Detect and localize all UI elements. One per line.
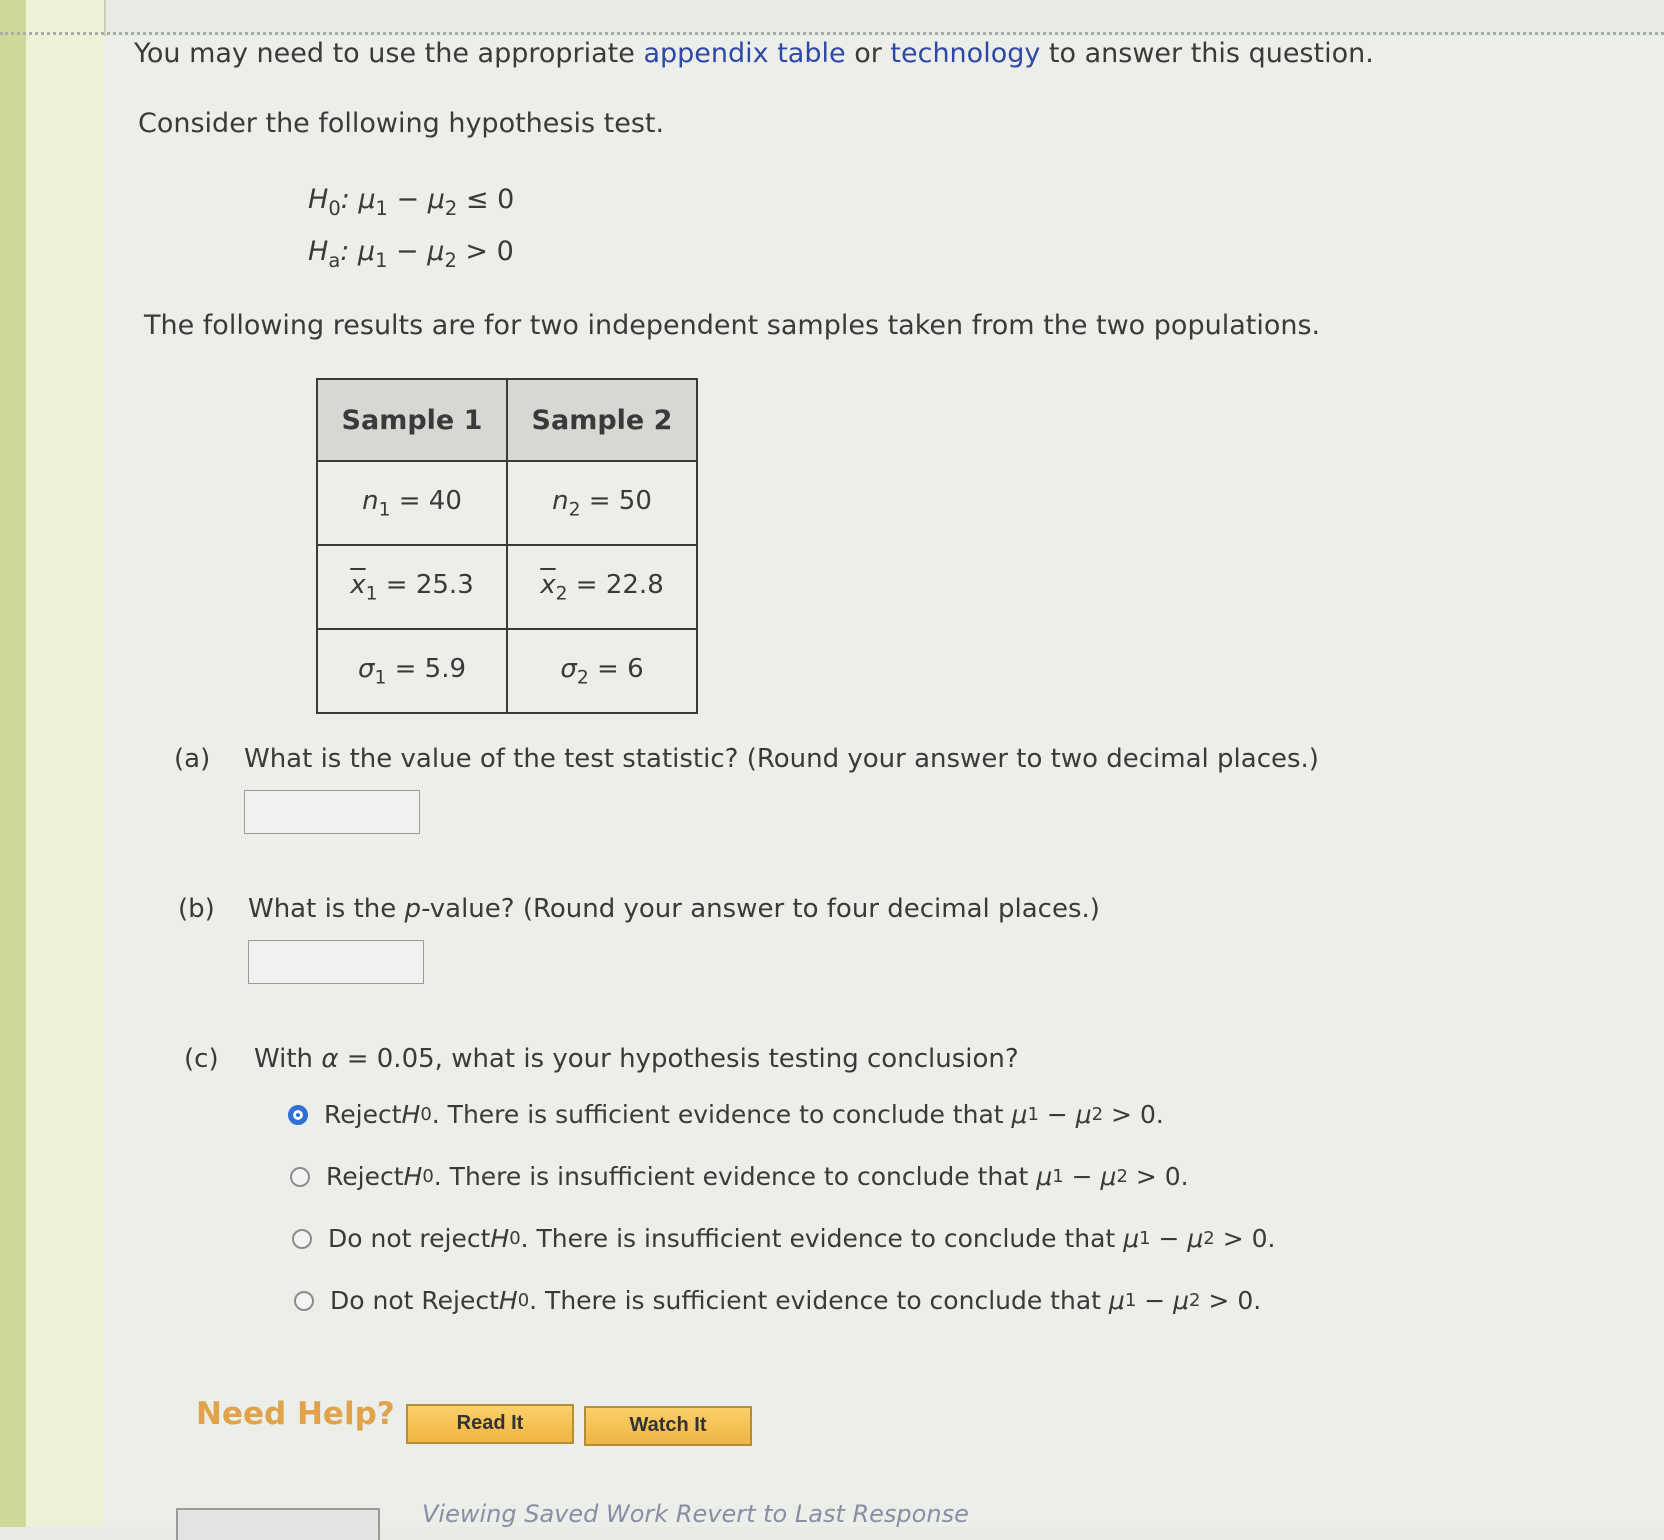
h0-subscript: 0 [328,196,341,220]
radio-selected-icon[interactable] [288,1105,308,1125]
alternative-hypothesis: $H_a$: $\mu_1 - \mu_2 > 0$ [308,236,514,272]
read-it-button[interactable]: Read It [406,1404,574,1444]
results-text: The following results are for two independent samples taken from the two populations. [144,310,1321,341]
option-3-post: . There is insufficient evidence to conclude that [520,1224,1116,1253]
cell-x1: $\overline{x}_1 = 25.3$ [317,545,507,629]
test-statistic-input[interactable] [244,790,420,834]
question-c-text-post: = 0.05, what is your hypothesis testing conclusion? [338,1044,1019,1074]
ha-symbol: H [308,236,329,267]
option-reject-sufficient[interactable]: Reject H 0 . There is sufficient evidence to conclude that μ 1 − μ 2 > 0. [288,1100,1164,1129]
option-4-pre: Do not Reject [330,1286,499,1315]
table-header-row [317,379,697,461]
cell-n2: $n_2 = 50$ [507,461,697,545]
top-divider [0,32,1664,35]
question-c-var: α [321,1044,339,1074]
n2-value: = 50 [588,485,652,516]
consider-text: Consider the following hypothesis test. [138,108,665,139]
h0-symbol: H [308,184,329,215]
submit-button-stub[interactable] [176,1508,380,1540]
option-3-tail: > 0. [1222,1224,1276,1253]
header-sample-1: Sample 1 [317,379,507,461]
question-c-text-pre: With [254,1044,322,1074]
question-b-text-pre: What is the [248,894,405,924]
null-hypothesis: $H_0$: $\mu_1 - \mu_2 \le 0$ [308,184,515,220]
question-b-label: (b) [178,894,215,924]
table-row [317,461,697,545]
viewing-saved-work-text: Viewing Saved Work [422,1500,669,1528]
intro-suffix: to answer this question. [1040,38,1374,69]
intro-text [134,38,1374,69]
intro-middle: or [845,38,891,69]
appendix-table-link[interactable]: appendix table [643,38,846,69]
radio-icon[interactable] [290,1167,310,1187]
option-reject-insufficient[interactable]: Reject H 0 . There is insufficient evidence to conclude that μ 1 − μ 2 > 0. [290,1162,1189,1191]
sample-table [316,378,698,714]
ha-relation: > 0 [465,236,514,267]
table-row [317,545,697,629]
revert-link[interactable]: Revert to Last Response [675,1500,969,1528]
option-3-pre: Do not reject [328,1224,491,1253]
option-1-tail: > 0. [1111,1100,1164,1129]
radio-icon[interactable] [294,1291,314,1311]
table-row [317,629,697,713]
option-do-not-reject-sufficient[interactable]: Do not Reject H 0 . There is sufficient evidence to conclude that μ 1 − μ 2 > 0. [294,1286,1261,1315]
technology-link[interactable]: technology [890,38,1041,69]
option-4-post: . There is sufficient evidence to conclude that [529,1286,1101,1315]
p-value-input[interactable] [248,940,424,984]
question-c [184,1044,1019,1074]
question-b [178,894,1100,924]
question-a-label: (a) [174,744,211,774]
sigma2-value: = 6 [597,653,644,684]
option-2-post: . There is insufficient evidence to conclude that [433,1162,1029,1191]
n1-value: = 40 [398,485,462,516]
need-help-label: Need Help? [196,1396,395,1432]
header-sample-2: Sample 2 [507,379,697,461]
question-a-text: What is the value of the test statistic? (Round your answer to two decimal places.) [244,744,1319,774]
ha-subscript: a [328,248,341,272]
radio-icon[interactable] [292,1229,312,1249]
saved-work-footer [422,1500,969,1528]
h0-relation: ≤ 0 [465,184,515,215]
option-do-not-reject-insufficient[interactable]: Do not reject H 0 . There is insufficient evidence to conclude that μ 1 − μ 2 > 0. [292,1224,1275,1253]
cell-sigma2: $\sigma_2 = 6$ [507,629,697,713]
left-strip [0,0,26,1527]
question-b-var: p [404,894,422,924]
margin-column [26,0,106,1527]
cell-x2: $\overline{x}_2 = 22.8$ [507,545,697,629]
cell-n1: $n_1 = 40$ [317,461,507,545]
watch-it-button[interactable]: Watch It [584,1406,752,1446]
question-b-text-post: -value? (Round your answer to four decimal places.) [421,894,1100,924]
question-c-label: (c) [184,1044,219,1074]
option-1-pre: Reject [324,1100,402,1129]
intro-prefix: You may need to use the appropriate [134,38,644,69]
sigma1-value: = 5.9 [394,653,467,684]
question-a [174,744,1319,774]
x2-value: = 22.8 [575,569,664,600]
option-2-tail: > 0. [1135,1162,1189,1191]
x1-value: = 25.3 [385,569,474,600]
option-4-tail: > 0. [1208,1286,1262,1315]
option-2-pre: Reject [326,1162,404,1191]
option-1-post: . There is sufficient evidence to conclude that [431,1100,1004,1129]
cell-sigma1: $\sigma_1 = 5.9$ [317,629,507,713]
